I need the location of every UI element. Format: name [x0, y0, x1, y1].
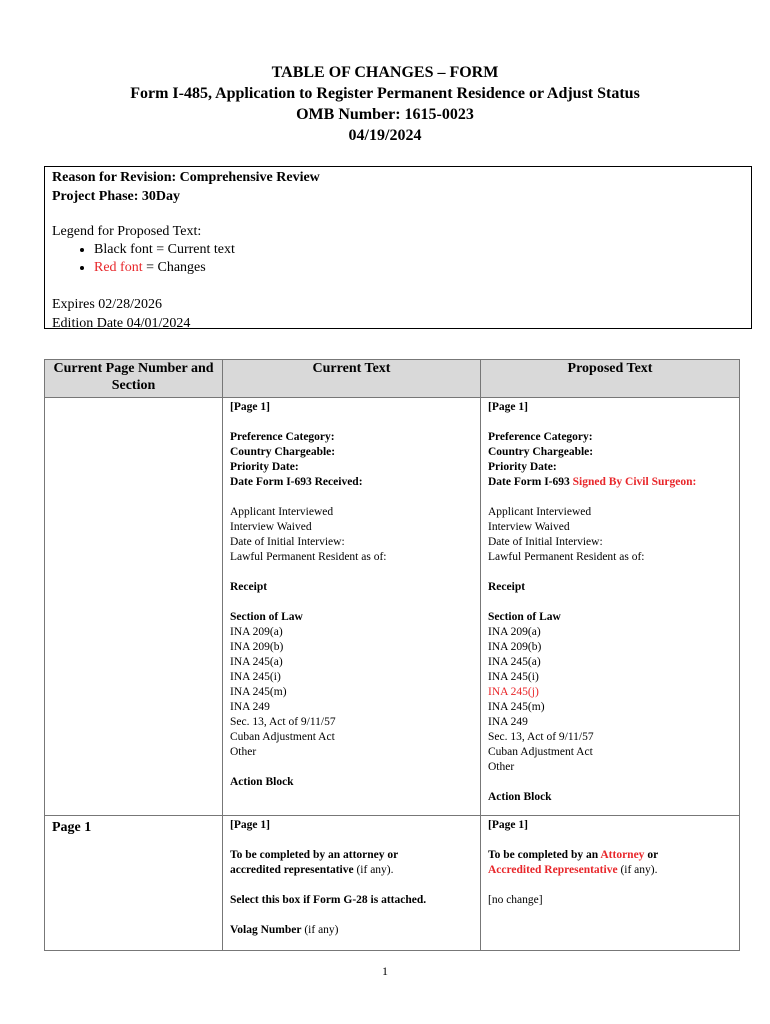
row2-proposed-text-cell: [Page 1] To be completed by an Attorney or Accredited Representative (if any). [no change] — [481, 816, 740, 951]
row1-current-text-cell: [Page 1] Preference Category: Country Chargeable: Priority Date: Date Form I-693 Received: Applicant Interviewed Interview Waived Date of Initial Interview: Lawful Permanent Resident as of: Receipt Section of Law INA 209(a) INA 209(b) INA 245(a) INA 245(i) INA 245(m) INA 249 Sec. 13, Act of 9/11/57 Cuban Adjustment Act Other Action Block — [223, 398, 481, 816]
header-date: 04/19/2024 — [348, 127, 422, 144]
reason-for-revision: Reason for Revision: Comprehensive Review — [52, 170, 320, 185]
changes-table — [44, 359, 740, 951]
row2-current-text-cell: [Page 1] To be completed by an attorney or accredited representative (if any). Select this box if Form G-28 is attached. Volag Number (if any) — [223, 816, 481, 951]
legend-title: Legend for Proposed Text: — [52, 224, 202, 239]
table-header-row — [45, 360, 740, 398]
revision-info-box — [44, 166, 752, 329]
page-number: 1 — [382, 964, 388, 978]
expires-date: Expires 02/28/2026 — [52, 297, 163, 312]
section-page-1: Page 1 — [52, 820, 92, 835]
legend-item-black: • Black font = Current text — [94, 241, 744, 259]
edition-date: Edition Date 04/01/2024 — [52, 316, 191, 331]
legend-list — [52, 241, 744, 277]
header-proposed-text: Proposed Text — [481, 360, 740, 398]
row2-section-cell — [45, 816, 223, 951]
header-current-page-section: Current Page Number and Section — [45, 360, 223, 398]
row1-section-cell — [45, 398, 223, 816]
project-phase: Project Phase: 30Day — [52, 189, 181, 204]
header-form-name: Form I-485, Application to Register Permanent Residence or Adjust Status — [130, 85, 640, 102]
table-row — [45, 816, 740, 951]
legend-item-red: • Red font = Changes — [94, 259, 744, 277]
document-header — [0, 62, 770, 146]
header-current-text: Current Text — [223, 360, 481, 398]
table-row — [45, 398, 740, 816]
header-title: TABLE OF CHANGES – FORM — [271, 64, 499, 81]
header-omb-number: OMB Number: 1615-0023 — [296, 106, 474, 123]
row1-proposed-text-cell: [Page 1] Preference Category: Country Chargeable: Priority Date: Date Form I-693 Signed By Civil Surgeon: Applicant Interviewed Interview Waived Date of Initial Interview: Lawful Permanent Resident as of: Receipt Section of Law INA 209(a) INA 209(b) INA 245(a) INA 245(i) INA 245(j) INA 245(m) INA 249 Sec. 13, Act of 9/11/57 Cuban Adjustment Act Other Action Block — [481, 398, 740, 816]
